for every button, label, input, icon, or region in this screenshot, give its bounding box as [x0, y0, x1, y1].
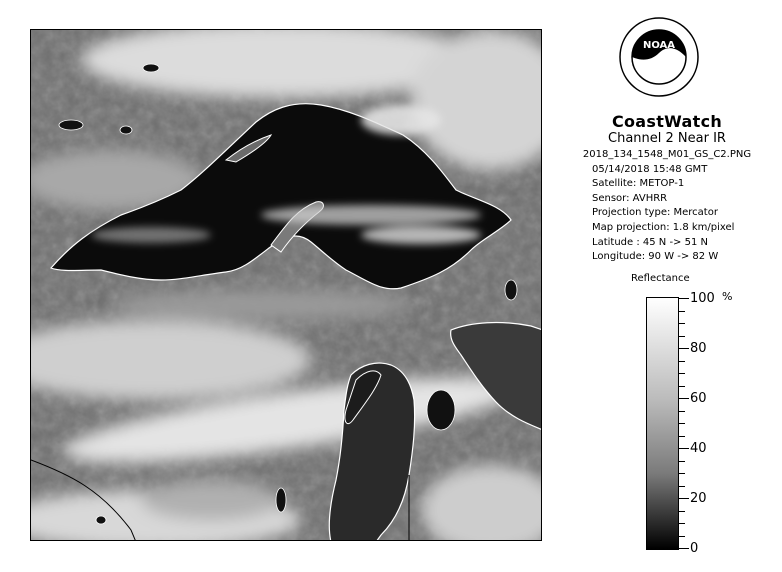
satellite-image — [31, 30, 542, 541]
sensor: Sensor: AVHRR — [592, 192, 668, 204]
colorbar-tick-label: 40 — [690, 441, 707, 456]
colorbar-tick-label: 80 — [690, 341, 707, 356]
colorbar-tick — [679, 398, 689, 399]
filename: 2018_134_1548_M01_GS_C2.PNG — [582, 149, 752, 160]
latitude-range: Latitude : 45 N -> 51 N — [592, 236, 708, 248]
colorbar-tick — [679, 473, 685, 474]
colorbar-tick — [679, 348, 689, 349]
channel-label: Channel 2 Near IR — [608, 131, 726, 146]
colorbar-tick — [679, 311, 685, 312]
noaa-logo-icon — [619, 17, 699, 97]
colorbar-tick — [679, 548, 689, 549]
colorbar-tick-label: 60 — [690, 391, 707, 406]
projection-type: Projection type: Mercator — [592, 207, 718, 219]
colorbar-tick-label: 100 — [690, 291, 715, 306]
colorbar-tick — [679, 523, 685, 524]
reflectance-colorbar — [646, 297, 679, 550]
datetime: 05/14/2018 15:48 GMT — [592, 163, 708, 175]
longitude-range: Longitude: 90 W -> 82 W — [592, 251, 719, 263]
colorbar-tick — [679, 498, 689, 499]
colorbar-tick-label: 0 — [690, 541, 699, 556]
colorbar-tick — [679, 386, 685, 387]
colorbar-tick — [679, 298, 689, 299]
app-title: CoastWatch — [611, 112, 723, 131]
colorbar-tick — [679, 511, 685, 512]
colorbar-tick — [679, 323, 685, 324]
colorbar-tick — [679, 536, 685, 537]
colorbar-title: Reflectance — [631, 273, 690, 284]
colorbar-tick — [679, 373, 685, 374]
colorbar-tick — [679, 411, 685, 412]
colorbar-tick — [679, 436, 685, 437]
colorbar-tick — [679, 423, 685, 424]
colorbar-tick — [679, 486, 685, 487]
colorbar-tick — [679, 448, 689, 449]
noaa-logo-text: NOAA — [642, 40, 676, 51]
satellite: Satellite: METOP-1 — [592, 178, 685, 190]
colorbar-unit: % — [722, 290, 733, 303]
satellite-image-map — [30, 29, 542, 541]
map-projection: Map projection: 1.8 km/pixel — [592, 221, 735, 233]
colorbar-tick — [679, 336, 685, 337]
colorbar-tick-label: 20 — [690, 491, 707, 506]
colorbar-tick — [679, 361, 685, 362]
info-panel — [562, 112, 772, 265]
colorbar-tick — [679, 461, 685, 462]
